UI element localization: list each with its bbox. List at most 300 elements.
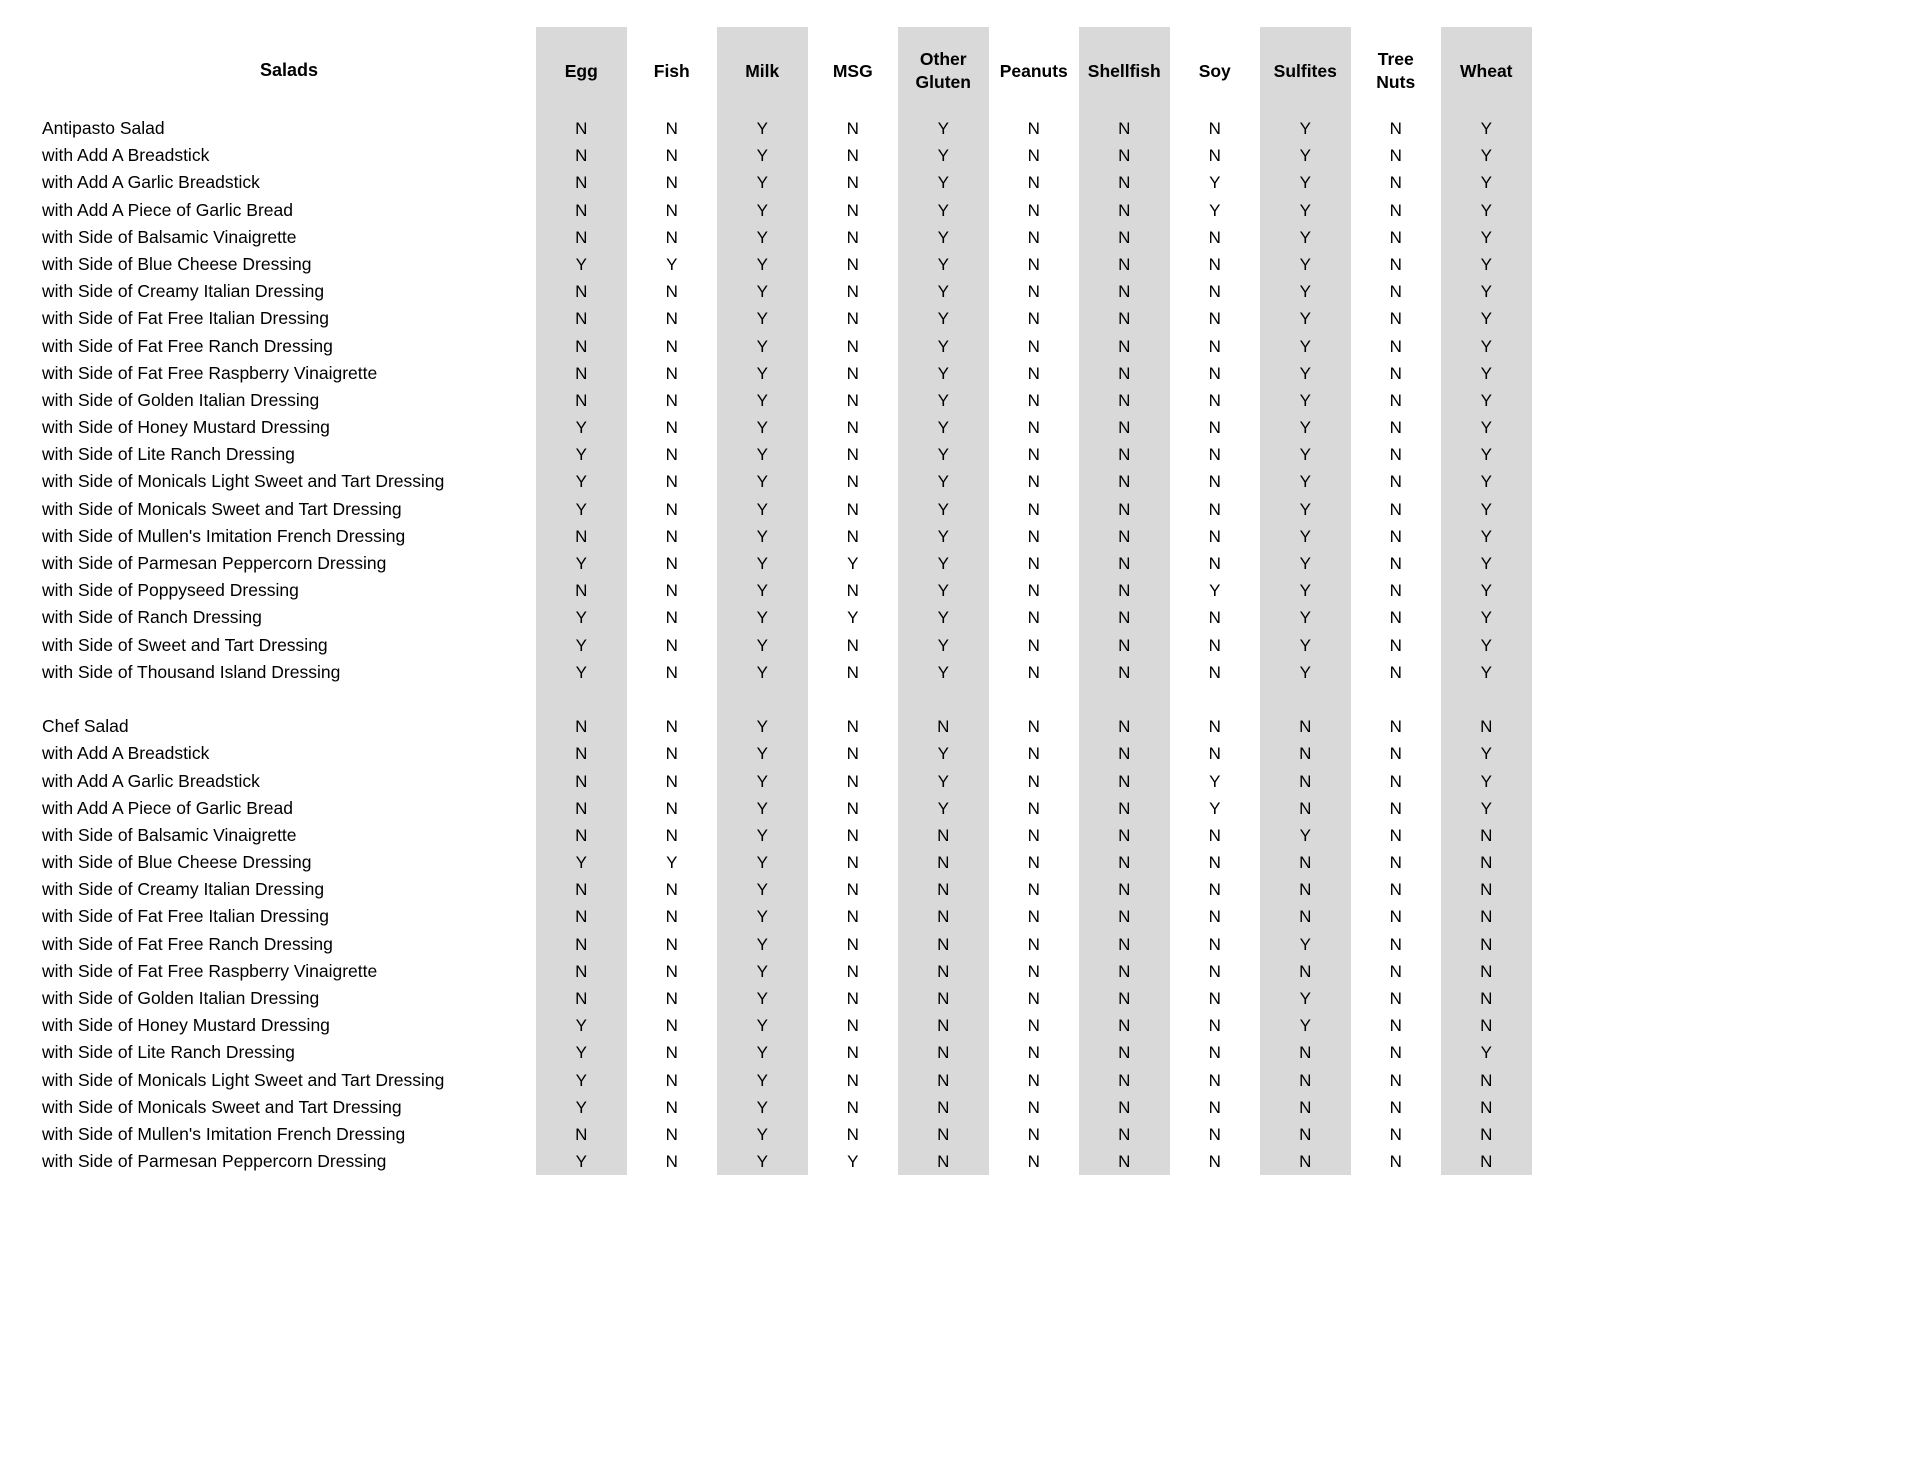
allergen-value: N [536, 931, 627, 958]
allergen-value: N [665, 798, 678, 818]
allergen-value: N [1027, 961, 1040, 981]
allergen-value: N [1027, 798, 1040, 818]
allergen-value: Y [717, 360, 808, 387]
allergen-value: N [665, 717, 678, 737]
allergen-value: N [1389, 227, 1402, 247]
allergen-value: N [1208, 227, 1221, 247]
item-name: with Side of Golden Italian Dressing [42, 389, 320, 410]
item-name: with Side of Thousand Island Dressing [42, 661, 341, 682]
allergen-value: N [1389, 798, 1402, 818]
allergen-value: N [1079, 632, 1170, 659]
allergen-value: N [1027, 254, 1040, 274]
allergen-value: Y [536, 849, 627, 876]
allergen-value: Y [1441, 169, 1532, 196]
allergen-value: Y [536, 632, 627, 659]
table-row [42, 414, 1920, 441]
allergen-value: N [1389, 146, 1402, 166]
allergen-value [1170, 686, 1261, 713]
allergen-value: N [1389, 825, 1402, 845]
allergen-value: Y [717, 169, 808, 196]
allergen-value: N [1208, 363, 1221, 383]
allergen-value: Y [898, 496, 989, 523]
allergen-value: N [1027, 581, 1040, 601]
allergen-value: N [846, 635, 859, 655]
column-header-msg: MSG [832, 60, 873, 81]
allergen-value: Y [847, 554, 859, 573]
allergen-value: N [536, 577, 627, 604]
allergen-value: N [1027, 1016, 1040, 1036]
allergen-value: Y [1260, 333, 1351, 360]
item-name: with Side of Creamy Italian Dressing [42, 281, 325, 302]
allergen-value: N [1208, 744, 1221, 764]
allergen-value: N [665, 499, 678, 519]
table-row [42, 876, 1920, 903]
allergen-value: Y [898, 768, 989, 795]
allergen-value: N [665, 418, 678, 438]
allergen-value: Y [717, 632, 808, 659]
allergen-value: N [536, 903, 627, 930]
allergen-value: Y [666, 853, 678, 873]
allergen-value: N [846, 825, 859, 845]
allergen-value: N [1079, 659, 1170, 686]
allergen-value: Y [717, 251, 808, 278]
allergen-value: N [536, 142, 627, 169]
allergen-value: N [1389, 418, 1402, 438]
allergen-value: N [1079, 795, 1170, 822]
allergen-value: Y [536, 251, 627, 278]
allergen-value: N [1389, 907, 1402, 927]
table-row [42, 496, 1920, 523]
item-name: with Add A Breadstick [42, 145, 210, 166]
allergen-value: N [846, 309, 859, 329]
allergen-value: Y [1441, 604, 1532, 631]
allergen-value: Y [717, 768, 808, 795]
allergen-value: N [665, 635, 678, 655]
allergen-value: Y [1209, 200, 1221, 220]
allergen-value: N [1208, 309, 1221, 329]
allergen-value: Y [536, 659, 627, 686]
allergen-value: N [1441, 1121, 1532, 1148]
allergen-value: N [1208, 1152, 1221, 1172]
column-header-peanuts: Peanuts [999, 60, 1068, 81]
item-name: with Side of Ranch Dressing [42, 607, 262, 628]
allergen-value: N [665, 309, 678, 329]
allergen-value: Y [1260, 142, 1351, 169]
allergen-value: N [846, 418, 859, 438]
allergen-value: N [1260, 768, 1351, 795]
allergen-value [1441, 686, 1532, 713]
allergen-value: N [898, 1039, 989, 1066]
allergen-value: Y [1209, 581, 1221, 601]
allergen-value: Y [536, 1067, 627, 1094]
item-name: with Add A Garlic Breadstick [42, 172, 260, 193]
allergen-value: N [1441, 1148, 1532, 1175]
allergen-value: N [898, 958, 989, 985]
allergen-value: N [1079, 1012, 1170, 1039]
allergen-value: Y [717, 224, 808, 251]
allergen-value: N [1208, 662, 1221, 682]
allergen-value: Y [1260, 224, 1351, 251]
allergen-value: N [1079, 278, 1170, 305]
allergen-value: Y [898, 115, 989, 142]
allergen-value: N [1027, 1152, 1040, 1172]
table-row [42, 822, 1920, 849]
allergen-value: N [536, 224, 627, 251]
allergen-value: Y [1209, 771, 1221, 791]
allergen-value: Y [717, 1121, 808, 1148]
allergen-value: N [1027, 363, 1040, 383]
table-row [42, 278, 1920, 305]
column-header-sulfites: Sulfites [1260, 27, 1351, 115]
table-row [42, 1012, 1920, 1039]
allergen-value [989, 686, 1080, 713]
allergen-value: N [1208, 1043, 1221, 1063]
allergen-value: N [1389, 119, 1402, 138]
allergen-value: Y [717, 387, 808, 414]
allergen-value: Y [717, 278, 808, 305]
allergen-value: Y [717, 822, 808, 849]
allergen-value: Y [717, 142, 808, 169]
allergen-value: N [846, 880, 859, 900]
allergen-value: N [1389, 336, 1402, 356]
allergen-value: Y [717, 441, 808, 468]
allergen-value: N [1441, 1012, 1532, 1039]
allergen-value: N [1027, 717, 1040, 737]
allergen-value: Y [1260, 604, 1351, 631]
allergen-value: N [665, 282, 678, 302]
allergen-value: N [846, 499, 859, 519]
allergen-value: Y [1260, 278, 1351, 305]
allergen-value: N [1079, 224, 1170, 251]
allergen-value: Y [717, 931, 808, 958]
allergen-value: N [665, 336, 678, 356]
allergen-value: N [665, 934, 678, 954]
allergen-value: Y [847, 1152, 859, 1172]
table-row [42, 387, 1920, 414]
allergen-value: Y [1441, 360, 1532, 387]
allergen-value: N [846, 1043, 859, 1063]
table-row [42, 740, 1920, 767]
table-row [42, 333, 1920, 360]
allergen-value: N [1389, 445, 1402, 465]
allergen-value: N [665, 227, 678, 247]
table-row [42, 604, 1920, 631]
allergen-value: Y [717, 468, 808, 495]
allergen-value: Y [717, 795, 808, 822]
table-row [42, 360, 1920, 387]
table-row [42, 632, 1920, 659]
allergen-value: Y [898, 414, 989, 441]
allergen-value: Y [717, 496, 808, 523]
allergen-value: N [1079, 1094, 1170, 1121]
allergen-value: Y [1260, 468, 1351, 495]
allergen-value: Y [898, 305, 989, 332]
allergen-value: N [536, 876, 627, 903]
allergen-value: Y [717, 849, 808, 876]
allergen-value: N [898, 822, 989, 849]
allergen-value: N [898, 903, 989, 930]
allergen-value: Y [536, 414, 627, 441]
allergen-value: N [898, 1148, 989, 1175]
allergen-value: Y [1441, 197, 1532, 224]
table-row [42, 441, 1920, 468]
item-name: with Side of Lite Ranch Dressing [42, 1042, 295, 1063]
allergen-value: N [846, 119, 859, 138]
table-row [42, 958, 1920, 985]
allergen-value: Y [666, 254, 678, 274]
allergen-value: N [1027, 499, 1040, 519]
allergen-value: N [1389, 880, 1402, 900]
allergen-value: N [536, 713, 627, 740]
allergen-value: N [1208, 907, 1221, 927]
allergen-value: N [665, 1070, 678, 1090]
allergen-value: N [1389, 853, 1402, 873]
allergen-value: N [1208, 934, 1221, 954]
allergen-value: Y [717, 1039, 808, 1066]
table-row [42, 197, 1920, 224]
allergen-value: N [898, 1067, 989, 1094]
allergen-value: Y [898, 468, 989, 495]
table-row [42, 169, 1920, 196]
allergen-value: N [665, 445, 678, 465]
allergen-value: N [1441, 876, 1532, 903]
allergen-value: N [536, 115, 627, 142]
item-name: with Side of Mullen's Imitation French Dressing [42, 525, 406, 546]
table-row [42, 931, 1920, 958]
table-row [42, 903, 1920, 930]
allergen-value: Y [717, 305, 808, 332]
allergen-value: N [536, 740, 627, 767]
allergen-value: N [1260, 849, 1351, 876]
table-row [42, 251, 1920, 278]
allergen-table [42, 27, 1920, 1175]
allergen-value: N [1079, 1148, 1170, 1175]
allergen-value: N [1389, 1097, 1402, 1117]
allergen-value: N [1260, 713, 1351, 740]
item-name: with Add A Garlic Breadstick [42, 770, 260, 791]
allergen-value: Y [1441, 550, 1532, 577]
allergen-value: N [846, 934, 859, 954]
allergen-value: N [1389, 608, 1402, 628]
allergen-value: N [1208, 1097, 1221, 1117]
allergen-value: N [665, 1043, 678, 1063]
item-name: with Side of Fat Free Italian Dressing [42, 308, 329, 329]
allergen-value: N [1027, 1043, 1040, 1063]
allergen-value: Y [1441, 115, 1532, 142]
allergen-value: N [1441, 903, 1532, 930]
allergen-value: Y [1260, 577, 1351, 604]
allergen-value: N [846, 336, 859, 356]
allergen-value: N [1079, 305, 1170, 332]
allergen-value: N [1389, 1124, 1402, 1144]
allergen-value: N [1079, 604, 1170, 631]
allergen-value: N [1389, 989, 1402, 1008]
allergen-value: N [1027, 526, 1040, 546]
allergen-value: N [846, 445, 859, 465]
allergen-value: Y [898, 795, 989, 822]
allergen-value: N [1027, 282, 1040, 302]
table-body [42, 115, 1920, 1175]
allergen-value: N [1389, 1016, 1402, 1036]
allergen-value: Y [898, 740, 989, 767]
allergen-value: N [846, 717, 859, 737]
allergen-value: N [665, 173, 678, 193]
allergen-value: N [1389, 390, 1402, 410]
allergen-value: N [1027, 934, 1040, 954]
allergen-value: Y [898, 604, 989, 631]
item-name: with Side of Lite Ranch Dressing [42, 444, 295, 465]
allergen-value: N [1389, 635, 1402, 655]
table-row [42, 985, 1920, 1012]
allergen-value: Y [717, 577, 808, 604]
allergen-value: N [1027, 608, 1040, 628]
allergen-value: Y [717, 115, 808, 142]
allergen-value: N [1079, 360, 1170, 387]
allergen-value: N [846, 472, 859, 492]
allergen-value: N [665, 119, 678, 138]
allergen-value: N [846, 581, 859, 601]
allergen-value: N [665, 1124, 678, 1144]
allergen-value: Y [1441, 251, 1532, 278]
allergen-value: N [1079, 768, 1170, 795]
table-row [42, 1094, 1920, 1121]
allergen-value: Y [1441, 496, 1532, 523]
allergen-value: N [1208, 635, 1221, 655]
allergen-value: N [665, 880, 678, 900]
allergen-value: N [898, 713, 989, 740]
allergen-value: N [1079, 441, 1170, 468]
allergen-value: Y [1260, 197, 1351, 224]
allergen-value: N [846, 200, 859, 220]
allergen-value: Y [898, 278, 989, 305]
allergen-value: N [1027, 744, 1040, 764]
allergen-value: Y [536, 604, 627, 631]
allergen-value: N [846, 363, 859, 383]
item-name: with Side of Fat Free Ranch Dressing [42, 335, 333, 356]
item-name: with Side of Monicals Sweet and Tart Dressing [42, 498, 402, 519]
allergen-value: Y [717, 1012, 808, 1039]
allergen-value: N [1079, 713, 1170, 740]
allergen-value: Y [898, 142, 989, 169]
allergen-value: N [846, 173, 859, 193]
allergen-value: N [1389, 499, 1402, 519]
allergen-value: N [1389, 173, 1402, 193]
allergen-value: N [1208, 961, 1221, 981]
table-row [42, 1148, 1920, 1175]
column-header-milk: Milk [717, 27, 808, 115]
allergen-value: N [846, 146, 859, 166]
allergen-value: Y [536, 1039, 627, 1066]
allergen-value: N [665, 825, 678, 845]
allergen-value: N [665, 363, 678, 383]
allergen-value: N [536, 333, 627, 360]
allergen-value: N [1079, 115, 1170, 142]
allergen-value: N [536, 822, 627, 849]
allergen-value: N [1079, 169, 1170, 196]
allergen-value: Y [1441, 224, 1532, 251]
allergen-value: N [665, 554, 678, 573]
allergen-value: N [1208, 1016, 1221, 1036]
allergen-value: N [1079, 550, 1170, 577]
allergen-value: Y [1441, 659, 1532, 686]
allergen-value: N [1027, 445, 1040, 465]
allergen-value: Y [1441, 523, 1532, 550]
item-name: with Side of Poppyseed Dressing [42, 580, 299, 601]
allergen-value: Y [847, 608, 859, 628]
table-row [42, 224, 1920, 251]
allergen-value: N [846, 744, 859, 764]
allergen-value [1351, 686, 1442, 713]
allergen-value: N [665, 1016, 678, 1036]
allergen-value: N [536, 795, 627, 822]
allergen-value: N [1260, 1148, 1351, 1175]
allergen-value: Y [1441, 632, 1532, 659]
allergen-value: N [1027, 173, 1040, 193]
allergen-value: N [665, 472, 678, 492]
allergen-value: N [1389, 771, 1402, 791]
allergen-value: N [1208, 1070, 1221, 1090]
allergen-value: Y [898, 169, 989, 196]
allergen-value: N [1389, 662, 1402, 682]
allergen-value: N [536, 985, 627, 1012]
allergen-value: Y [1441, 1039, 1532, 1066]
allergen-value: N [846, 254, 859, 274]
allergen-value: N [1208, 717, 1221, 737]
column-header-egg: Egg [536, 27, 627, 115]
column-header-other-gluten: Other Gluten [898, 27, 989, 115]
allergen-value: Y [898, 387, 989, 414]
allergen-value: N [1260, 903, 1351, 930]
allergen-value: Y [1260, 169, 1351, 196]
allergen-value: N [1027, 1097, 1040, 1117]
allergen-value: N [1260, 1094, 1351, 1121]
allergen-value: N [1027, 119, 1040, 138]
allergen-value: Y [717, 876, 808, 903]
allergen-value: N [846, 662, 859, 682]
allergen-value: N [1079, 496, 1170, 523]
allergen-value: Y [717, 197, 808, 224]
allergen-value: N [1208, 825, 1221, 845]
allergen-value: N [1389, 554, 1402, 573]
allergen-value: Y [1260, 659, 1351, 686]
allergen-value: N [846, 1124, 859, 1144]
allergen-value: N [846, 907, 859, 927]
allergen-value: N [846, 526, 859, 546]
item-name: with Side of Honey Mustard Dressing [42, 417, 330, 438]
allergen-value: Y [717, 985, 808, 1012]
table-row [42, 1067, 1920, 1094]
allergen-value: N [665, 1097, 678, 1117]
allergen-value: Y [1441, 305, 1532, 332]
allergen-value: N [1027, 472, 1040, 492]
allergen-value: N [1389, 526, 1402, 546]
allergen-value: N [536, 305, 627, 332]
allergen-value: N [665, 1152, 678, 1172]
item-name: Antipasto Salad [42, 118, 165, 138]
allergen-value: N [1208, 336, 1221, 356]
allergen-value: N [536, 768, 627, 795]
allergen-value: N [1027, 309, 1040, 329]
allergen-value: N [1027, 635, 1040, 655]
allergen-value: N [665, 989, 678, 1008]
allergen-value: N [1027, 390, 1040, 410]
item-name: with Add A Piece of Garlic Bread [42, 199, 293, 220]
table-row [42, 142, 1920, 169]
allergen-value: N [665, 608, 678, 628]
allergen-value: Y [898, 360, 989, 387]
allergen-value: N [846, 961, 859, 981]
allergen-value: N [1027, 989, 1040, 1008]
